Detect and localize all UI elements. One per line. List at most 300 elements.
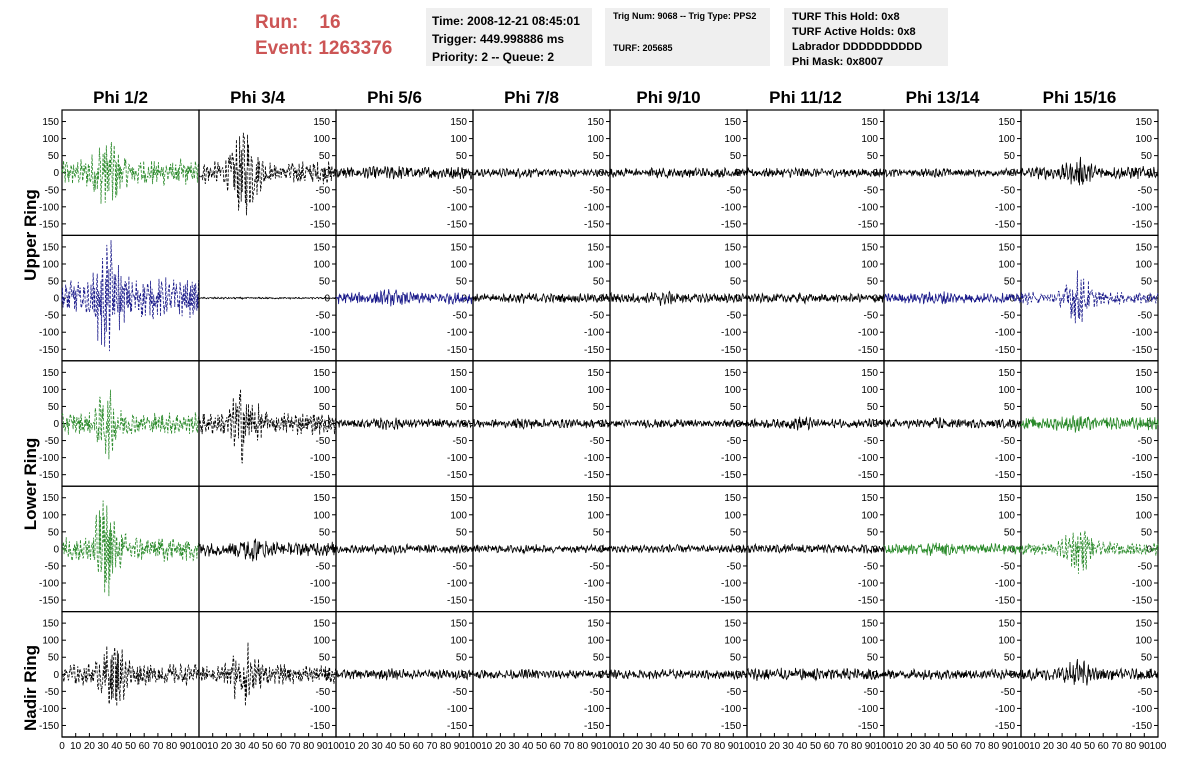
panel-r2-c6 [747,235,884,360]
y-tick-label: 50 [47,527,59,539]
waveform-series [336,289,473,306]
x-tick-label: 70 [974,741,986,752]
y-tick-label: -150 [446,344,467,356]
x-tick-label: 100 [601,741,619,752]
y-tick-label: -50 [44,185,59,197]
x-tick-label: 90 [1138,741,1150,752]
y-tick-label: 0 [53,544,59,556]
y-tick-label: -150 [446,470,467,482]
y-tick-label: -50 [589,185,604,197]
y-tick-label: -50 [452,561,467,573]
y-tick-label: 0 [1146,669,1152,681]
panel-r3-c4 [473,361,610,486]
y-tick-label: -150 [1131,470,1152,482]
x-tick-label: 20 [768,741,780,752]
turf-text: TURF: 205685 [613,43,673,53]
col-header-3: Phi 5/6 [367,88,422,107]
panel-r3-c2 [199,361,336,486]
panel-r3-c5 [610,361,747,486]
y-tick-label: -150 [857,595,878,607]
waveform-series [62,240,199,351]
x-tick-label: 60 [1097,741,1109,752]
y-tick-label: -100 [583,703,604,715]
waveform-series [199,539,336,562]
x-tick-label: 30 [97,741,109,752]
panel-r5-c4 [473,612,610,737]
y-tick-label: 100 [587,384,604,396]
waveform-series [62,501,199,597]
x-tick-label: 100 [327,741,345,752]
y-tick-label: -150 [38,470,59,482]
y-tick-label: 0 [598,293,604,305]
x-tick-label: 70 [700,741,712,752]
y-tick-label: -50 [726,686,741,698]
y-tick-label: 150 [587,117,604,129]
x-tick-label: 30 [919,741,931,752]
panel-r4-c7 [884,486,1021,611]
x-tick-label: 80 [988,741,1000,752]
y-tick-label: 100 [724,635,741,647]
y-tick-label: -50 [1000,185,1015,197]
col-header-1: Phi 1/2 [93,88,148,107]
panel-r4-c6 [747,486,884,611]
y-tick-label: -100 [720,453,741,465]
ring-label-upper: Upper Ring [21,189,40,281]
y-tick-label: 100 [42,510,59,522]
y-tick-label: -100 [38,578,59,590]
y-tick-label: -50 [44,310,59,322]
panel-r1-c5 [610,110,747,235]
panel-r3-c8 [1021,361,1158,486]
y-tick-label: 150 [42,367,59,379]
y-tick-label: -100 [583,327,604,339]
x-tick-label: 10 [892,741,904,752]
y-tick-label: 150 [724,367,741,379]
y-tick-label: 150 [724,618,741,630]
x-tick-label: 100 [738,741,756,752]
y-tick-label: 150 [724,242,741,254]
y-tick-label: -50 [589,310,604,322]
y-tick-label: -50 [1137,561,1152,573]
y-tick-label: -50 [863,310,878,322]
col-header-6: Phi 11/12 [769,88,842,107]
x-tick-label: 50 [535,741,548,752]
y-tick-label: 100 [1135,510,1152,522]
trigger-text: Trigger: 449.998886 ms [432,32,565,46]
y-tick-label: -150 [1131,595,1152,607]
y-tick-label: -150 [309,219,330,231]
panel-r4-c1 [39,486,199,611]
y-tick-label: -150 [446,219,467,231]
y-tick-label: 150 [450,242,467,254]
y-tick-label: 150 [998,242,1015,254]
y-tick-label: 0 [53,293,59,305]
panel-r3-c6 [747,361,884,486]
y-tick-label: -150 [720,470,741,482]
y-tick-label: 50 [455,652,467,664]
x-tick-label: 80 [166,741,178,752]
y-tick-label: 150 [861,242,878,254]
y-tick-label: 0 [53,419,59,430]
x-tick-label: 50 [398,741,411,752]
y-tick-label: -50 [1137,310,1152,322]
y-tick-label: -150 [857,720,878,732]
y-tick-label: -150 [38,219,59,231]
y-tick-label: 100 [998,134,1015,146]
y-tick-label: -50 [1137,686,1152,698]
y-tick-label: -150 [38,344,59,356]
y-tick-label: 0 [461,419,467,430]
waveform-series [336,166,473,179]
y-tick-label: 150 [313,242,330,254]
waveform-series [747,417,884,431]
y-tick-label: 0 [872,293,878,305]
y-tick-label: -100 [38,202,59,214]
panel-frame [62,612,199,737]
x-tick-label: 90 [316,741,328,752]
waveform-series [747,293,884,304]
x-tick-label: 80 [851,741,863,752]
y-tick-label: 100 [861,134,878,146]
y-tick-label: 150 [1135,493,1152,505]
y-tick-label: -50 [863,185,878,197]
y-tick-label: -100 [720,703,741,715]
panel-r1-c6 [747,110,884,235]
y-tick-label: 0 [872,544,878,556]
y-tick-label: -150 [994,720,1015,732]
y-tick-label: -100 [720,327,741,339]
x-tick-label: 60 [412,741,424,752]
priority-text: Priority: 2 -- Queue: 2 [432,50,555,64]
y-tick-label: 150 [42,618,59,630]
x-tick-label: 60 [960,741,972,752]
y-tick-label: -150 [720,720,741,732]
y-tick-label: 0 [872,168,878,180]
y-tick-label: -50 [726,436,741,448]
y-tick-label: -100 [309,578,330,590]
waveform-series [610,669,747,679]
y-tick-label: -150 [1131,344,1152,356]
y-tick-label: 50 [729,276,741,288]
y-tick-label: -100 [583,578,604,590]
y-tick-label: 100 [1135,134,1152,146]
y-tick-label: 0 [324,669,330,681]
y-tick-label: 100 [42,384,59,396]
x-tick-label: 80 [714,741,726,752]
y-tick-label: 50 [1003,151,1015,163]
x-tick-label: 20 [83,741,95,752]
y-tick-label: 50 [1140,276,1152,288]
y-tick-label: -100 [309,453,330,465]
waveform-series [610,292,747,306]
y-tick-label: 150 [450,493,467,505]
y-tick-label: 100 [587,635,604,647]
x-tick-label: 10 [344,741,356,752]
x-tick-label: 90 [864,741,876,752]
y-tick-label: -50 [315,185,330,197]
y-tick-label: 150 [1135,117,1152,129]
y-tick-label: 50 [318,151,330,163]
x-tick-label: 40 [1070,741,1082,752]
x-tick-label: 90 [1001,741,1013,752]
y-tick-label: 100 [313,259,330,271]
x-tick-label: 40 [659,741,671,752]
y-tick-label: 100 [1135,259,1152,271]
y-tick-label: 0 [735,419,741,430]
col-header-8: Phi 15/16 [1042,88,1117,107]
y-tick-label: -100 [38,703,59,715]
y-tick-label: 0 [1009,419,1015,430]
y-tick-label: -100 [857,703,878,715]
y-tick-label: 100 [313,635,330,647]
time-text: Time: 2008-12-21 08:45:01 [432,14,580,28]
y-tick-label: 100 [42,259,59,271]
x-tick-label: 40 [933,741,945,752]
y-tick-label: 150 [861,367,878,379]
col-header-5: Phi 9/10 [636,88,701,107]
x-tick-label: 100 [1012,741,1030,752]
y-tick-label: 100 [861,259,878,271]
y-tick-label: 50 [47,401,59,413]
y-tick-label: 50 [592,401,604,413]
y-tick-label: -50 [452,185,467,197]
y-tick-label: 0 [324,419,330,430]
y-tick-label: -100 [994,578,1015,590]
trig-num-text: Trig Num: 9068 -- Trig Type: PPS2 [613,11,757,21]
panel-r5-c2 [199,612,336,737]
y-tick-label: 50 [318,276,330,288]
y-tick-label: -100 [994,453,1015,465]
x-tick-label: 50 [672,741,685,752]
panel-r2-c4 [473,235,610,360]
y-tick-label: 50 [318,401,330,413]
panel-r2-c7 [884,235,1021,360]
panel-r3-c7 [884,361,1021,486]
y-tick-label: 100 [724,134,741,146]
y-tick-label: -100 [994,327,1015,339]
y-tick-label: -150 [1131,219,1152,231]
y-tick-label: 100 [450,259,467,271]
y-tick-label: 100 [450,510,467,522]
y-tick-label: 50 [729,401,741,413]
y-tick-label: 50 [729,527,741,539]
y-tick-label: -150 [994,344,1015,356]
y-tick-label: 150 [587,493,604,505]
y-tick-label: -150 [583,720,604,732]
y-tick-label: 150 [313,367,330,379]
x-tick-label: 30 [371,741,383,752]
y-tick-label: -150 [583,219,604,231]
y-tick-label: -100 [857,327,878,339]
x-tick-label: 30 [1056,741,1068,752]
x-tick-label: 60 [275,741,287,752]
y-tick-label: -50 [1137,185,1152,197]
y-tick-label: -50 [589,561,604,573]
panel-r5-c3 [336,612,473,737]
y-tick-label: 100 [724,384,741,396]
y-tick-label: 0 [1146,544,1152,556]
x-tick-label: 60 [138,741,150,752]
y-tick-label: 50 [592,527,604,539]
y-tick-label: -50 [726,185,741,197]
y-tick-label: 150 [998,493,1015,505]
y-tick-label: 50 [318,652,330,664]
y-tick-label: -150 [857,344,878,356]
y-tick-label: 100 [998,259,1015,271]
y-tick-label: -150 [994,595,1015,607]
y-tick-label: -150 [994,470,1015,482]
y-tick-label: -50 [589,686,604,698]
y-tick-label: -50 [452,310,467,322]
y-tick-label: 100 [861,384,878,396]
y-tick-label: 0 [598,669,604,681]
y-tick-label: 150 [861,117,878,129]
y-tick-label: 50 [1003,652,1015,664]
y-tick-label: 150 [861,493,878,505]
col-header-4: Phi 7/8 [504,88,559,107]
y-tick-label: -150 [309,595,330,607]
x-tick-label: 10 [755,741,767,752]
panel-r5-c7 [884,612,1021,737]
x-tick-label: 100 [190,741,208,752]
y-tick-label: 0 [1146,293,1152,305]
x-tick-label: 70 [563,741,575,752]
waveform-series [884,543,1021,556]
x-tick-label: 10 [1029,741,1041,752]
y-tick-label: 100 [861,635,878,647]
y-tick-label: -100 [446,453,467,465]
x-tick-label: 90 [727,741,739,752]
y-tick-label: 150 [1135,367,1152,379]
y-tick-label: 0 [1009,293,1015,305]
y-tick-label: 150 [861,618,878,630]
y-tick-label: -100 [1131,327,1152,339]
y-tick-label: 150 [724,117,741,129]
y-tick-label: 100 [724,510,741,522]
y-tick-label: 50 [729,151,741,163]
x-tick-label: 30 [782,741,794,752]
y-tick-label: 100 [587,259,604,271]
panel-r2-c5 [610,235,747,360]
y-tick-label: 100 [450,635,467,647]
y-tick-label: -150 [720,219,741,231]
y-tick-label: -150 [857,219,878,231]
y-tick-label: 50 [455,527,467,539]
y-tick-label: -50 [44,686,59,698]
waveform-series [610,544,747,556]
y-tick-label: 150 [1135,618,1152,630]
waveform-series [62,390,199,460]
y-tick-label: 50 [592,652,604,664]
y-tick-label: 0 [461,293,467,305]
y-tick-label: 100 [1135,384,1152,396]
panel-r4-c5 [610,486,747,611]
y-tick-label: 50 [47,151,59,163]
y-tick-label: 100 [1135,635,1152,647]
y-tick-label: 0 [735,669,741,681]
x-tick-label: 50 [1083,741,1096,752]
y-tick-label: -50 [726,310,741,322]
y-tick-label: 50 [1003,401,1015,413]
waveform-series [199,297,336,299]
y-tick-label: 50 [455,276,467,288]
waveform-series [747,668,884,681]
y-tick-label: 0 [1009,544,1015,556]
y-tick-label: -100 [994,202,1015,214]
y-tick-label: 0 [324,168,330,180]
panel-r1-c8 [1021,110,1158,235]
waveform-series [884,168,1021,180]
y-tick-label: 50 [1140,527,1152,539]
panel-r5-c8 [1021,612,1158,737]
waveform-series [473,419,610,429]
y-tick-label: 150 [450,367,467,379]
y-tick-label: -50 [726,561,741,573]
y-tick-label: 0 [872,669,878,681]
y-tick-label: -100 [38,453,59,465]
x-tick-label: 10 [207,741,219,752]
y-tick-label: 0 [598,168,604,180]
y-tick-label: 150 [998,117,1015,129]
y-tick-label: 0 [1146,168,1152,180]
y-tick-label: -50 [863,686,878,698]
x-tick-label: 100 [1149,741,1167,752]
panel-r1-c1 [39,110,199,235]
y-tick-label: -50 [1137,436,1152,448]
turf-hold-text: TURF This Hold: 0x8 [792,11,900,23]
x-tick-label: 100 [464,741,482,752]
waveform-series [747,544,884,556]
y-tick-label: -100 [38,327,59,339]
y-tick-label: 100 [313,510,330,522]
y-tick-label: 50 [866,276,878,288]
panel-r5-c6 [747,612,884,737]
y-tick-label: 100 [450,134,467,146]
y-tick-label: -150 [38,720,59,732]
y-tick-label: 150 [587,618,604,630]
y-tick-label: 0 [1009,669,1015,681]
y-tick-label: 50 [455,151,467,163]
waveform-series [336,418,473,430]
y-tick-label: 50 [318,527,330,539]
y-tick-label: -150 [583,344,604,356]
y-tick-label: -150 [309,470,330,482]
panel-r2-c8 [1021,235,1158,360]
y-tick-label: 100 [861,510,878,522]
y-tick-label: -50 [863,436,878,448]
y-tick-label: 150 [313,493,330,505]
waveform-series [473,293,610,304]
panel-r1-c2 [199,110,336,235]
y-tick-label: 50 [47,652,59,664]
y-tick-label: 0 [324,544,330,556]
x-tick-label: 10 [70,741,82,752]
y-tick-label: 100 [42,635,59,647]
y-tick-label: 0 [1146,419,1152,430]
y-tick-label: -150 [1131,720,1152,732]
y-tick-label: -150 [309,720,330,732]
x-tick-label: 50 [809,741,822,752]
y-tick-label: 150 [42,493,59,505]
col-header-2: Phi 3/4 [230,88,285,107]
run-label: Run: 16 [255,12,341,33]
waveform-series [473,544,610,556]
waveform-series [747,168,884,178]
waveform-series [884,669,1021,680]
y-tick-label: 50 [1140,401,1152,413]
y-tick-label: 50 [1003,527,1015,539]
x-tick-label: 20 [494,741,506,752]
